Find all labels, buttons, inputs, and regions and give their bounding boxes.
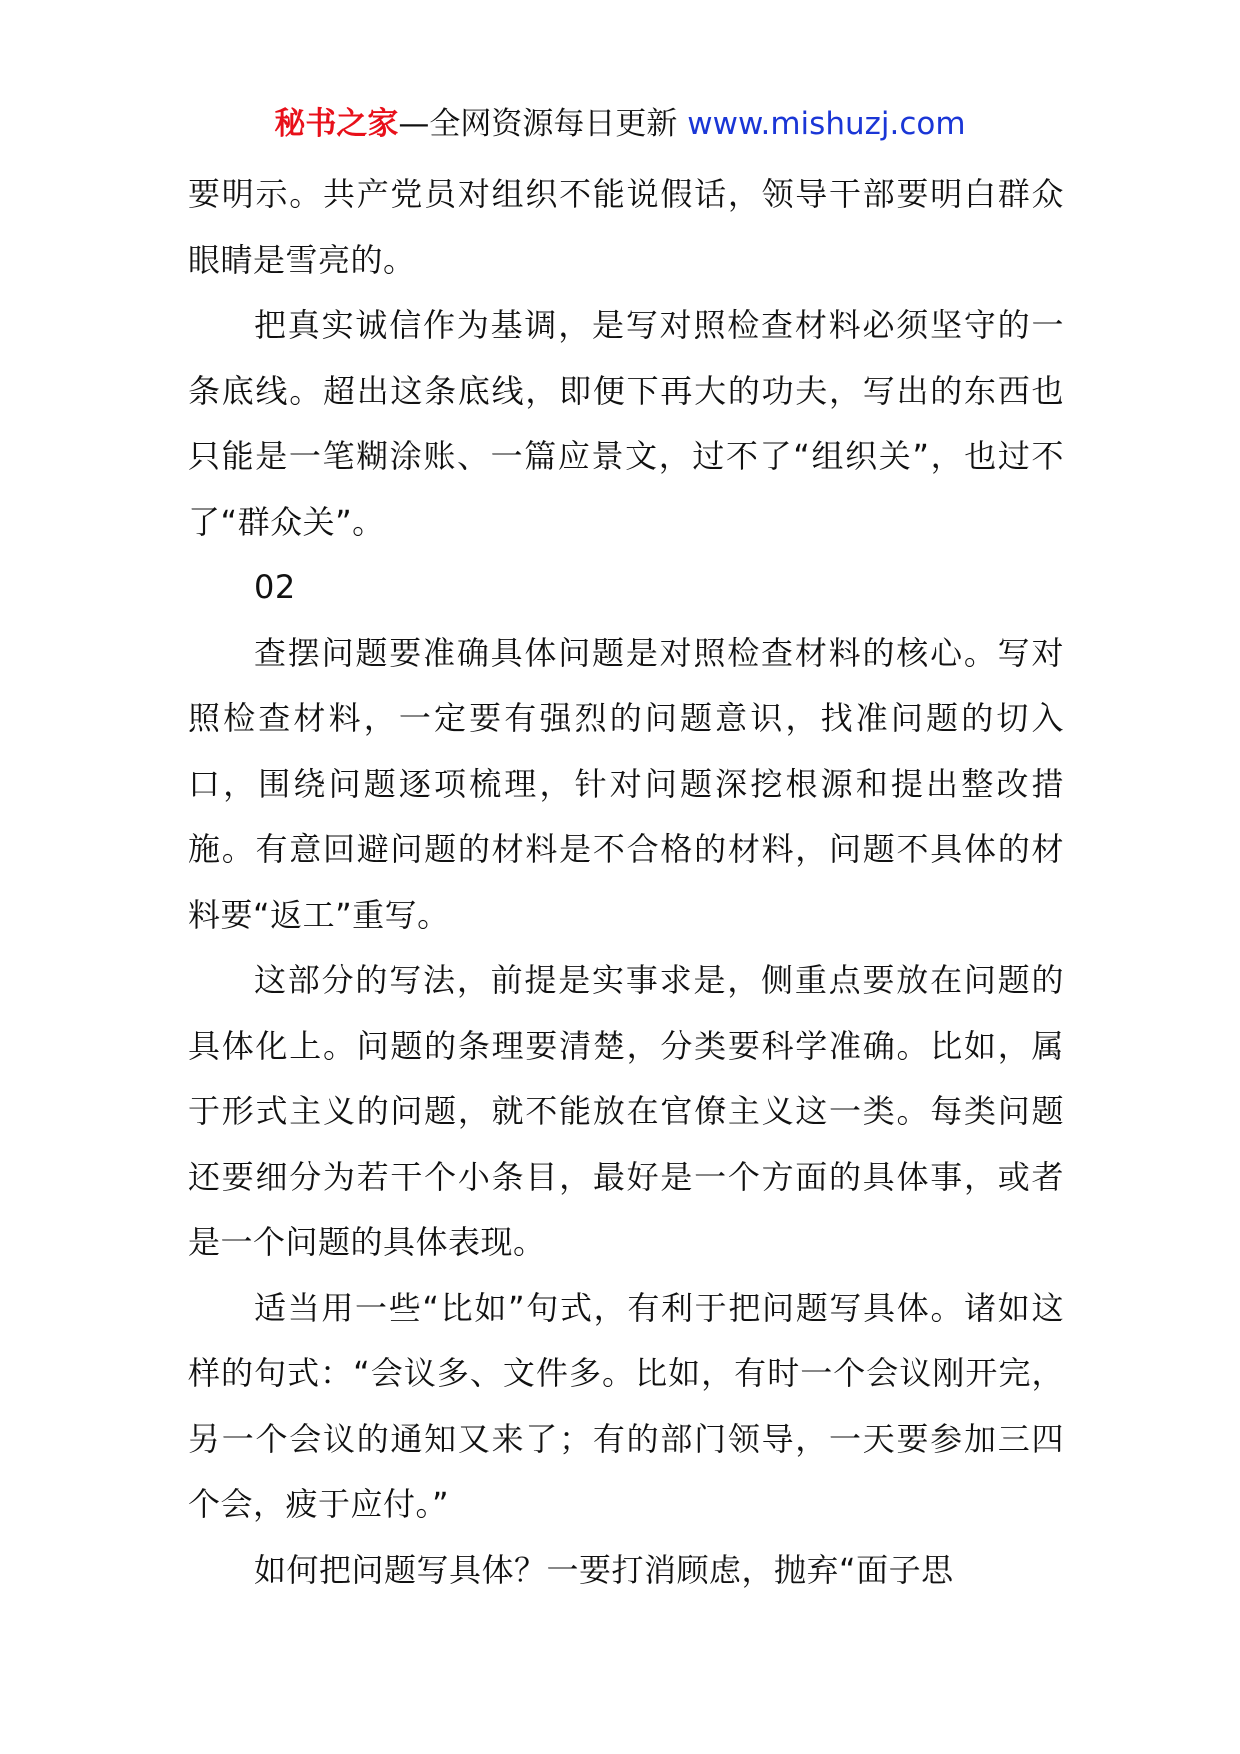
site-header	[0, 101, 1240, 147]
paragraph-how-to: 如何把问题写具体？一要打消顾虑，抛弃“面子思	[254, 1550, 954, 1589]
paragraph-writing-method: 这部分的写法，前提是实事求是，侧重点要放在问题的具体化上。问题的条理要清楚，分类要科学准确。比如，属于形式主义的问题，就不能放在官僚主义这一类。每类问题还要细分为若干个小条目，最好是一个方面的具体事，或者是一个问题的具体表现。	[188, 961, 1064, 1261]
paragraph-problems-core: 查摆问题要准确具体问题是对照检查材料的核心。写对照检查材料，一定要有强烈的问题意识，找准问题的切入口，围绕问题逐项梳理，针对问题深挖根源和提出整改措施。有意回避问题的材料是不合格的材料，问题不具体的材料要“返工”重写。	[188, 633, 1064, 934]
document-body	[188, 162, 1064, 1603]
section-number: 02	[254, 568, 296, 606]
paragraph-baseline: 把真实诚信作为基调，是写对照检查材料必须坚守的一条底线。超出这条底线，即便下再大的功夫，写出的东西也只能是一笔糊涂账、一篇应景文，过不了“组织关”，也过不了“群众关”。	[188, 306, 1064, 541]
site-brand: 秘书之家	[274, 106, 399, 142]
paragraph-example-sentences: 适当用一些“比如”句式，有利于把问题写具体。诸如这样的句式：“会议多、文件多。比如，有时一个会议刚开完，另一个会议的通知又来了；有的部门领导，一天要参加三四个会，疲于应付。”	[188, 1288, 1064, 1523]
site-url-link[interactable]: www.mishuzj.com	[687, 106, 966, 142]
paragraph-continuation: 要明示。共产党员对组织不能说假话，领导干部要明白群众眼睛是雪亮的。	[188, 175, 1064, 279]
site-slogan: —全网资源每日更新	[398, 106, 678, 142]
